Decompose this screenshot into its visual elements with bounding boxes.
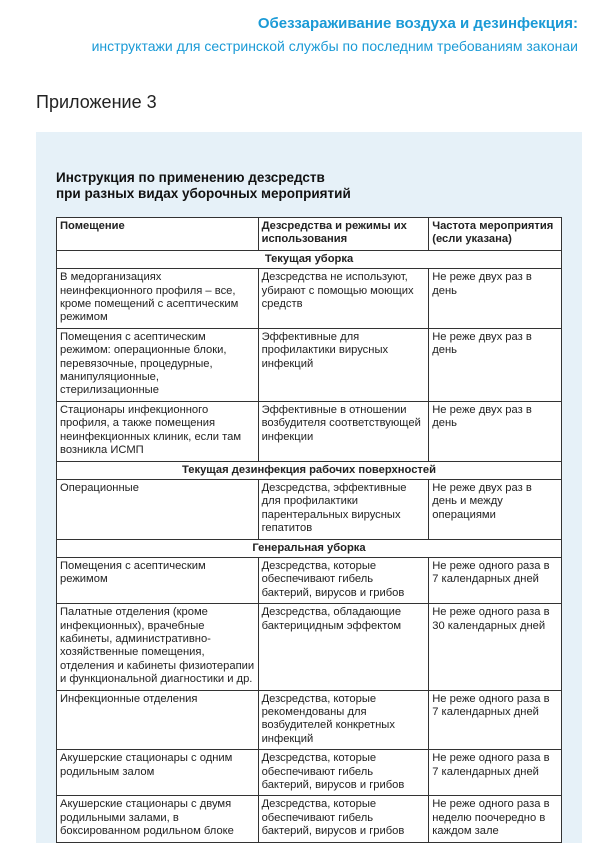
cell-agent: Дезсредства, которые обеспечивают гибель бактерий, вирусов и грибов xyxy=(258,557,429,603)
section-title: Текущая дезинфекция рабочих поверхностей xyxy=(57,461,562,479)
cell-frequency: Не реже одного раза в 7 календарных дней xyxy=(429,750,562,796)
table-row xyxy=(57,401,562,461)
cell-agent: Дезсредства, которые обеспечивают гибель бактерий, вирусов и грибов xyxy=(258,796,429,842)
cell-room: В медорганизациях неинфекционного профиля – все, кроме помещений с асептическим режимом xyxy=(57,269,259,329)
section-row xyxy=(57,461,562,479)
cell-room: Помещения с асептическим режимом xyxy=(57,557,259,603)
table-row xyxy=(57,269,562,329)
header-room: Помещение xyxy=(57,218,259,251)
panel-title-line2: при разных видах уборочных мероприятий xyxy=(56,186,351,201)
cell-agent: Дезсредства, обладающие бактерицидным эффектом xyxy=(258,604,429,690)
section-row xyxy=(57,539,562,557)
cell-frequency: Не реже двух раз в день и между операциями xyxy=(429,479,562,539)
cell-agent: Дезсредства, эффективные для профилактики парентеральных вирусных гепатитов xyxy=(258,479,429,539)
cell-room: Инфекционные отделения xyxy=(57,690,259,750)
cell-agent: Дезсредства не используют, убирают с помощью моющих средств xyxy=(258,269,429,329)
cell-frequency: Не реже двух раз в день xyxy=(429,328,562,401)
header-subtitle: инструктажи для сестринской службы по последним требованиям законаи xyxy=(91,38,578,54)
table-row xyxy=(57,750,562,796)
table-row xyxy=(57,604,562,690)
header-agent: Дезсредства и режимы их использования xyxy=(258,218,429,251)
table-row xyxy=(57,479,562,539)
header-title: Обеззараживание воздуха и дезинфекция: xyxy=(257,15,578,32)
section-title: Генеральная уборка xyxy=(57,539,562,557)
table-row xyxy=(57,690,562,750)
disinfection-table xyxy=(56,217,562,843)
cell-agent: Дезсредства, которые обеспечивают гибель бактерий, вирусов и грибов xyxy=(258,750,429,796)
cell-frequency: Не реже одного раза в неделю поочередно в каждом зале xyxy=(429,796,562,842)
panel-title-line1: Инструкция по применению дезсредств xyxy=(56,170,325,185)
cell-frequency: Не реже одного раза в 30 календарных дней xyxy=(429,604,562,690)
cell-room: Акушерские стационары с одним родильным залом xyxy=(57,750,259,796)
cell-room: Стационары инфекционного профиля, а также помещения неинфекционных клиник, если там возникла ИСМП xyxy=(57,401,259,461)
table-row xyxy=(57,796,562,842)
table-header-row xyxy=(57,218,562,251)
cell-frequency: Не реже двух раз в день xyxy=(429,401,562,461)
page-header xyxy=(92,14,578,56)
cell-frequency: Не реже двух раз в день xyxy=(429,269,562,329)
cell-room: Помещения с асептическим режимом: операционные блоки, перевязочные, процедурные, манипуляционные, стерилизационные xyxy=(57,328,259,401)
table-row xyxy=(57,328,562,401)
section-row xyxy=(57,250,562,268)
instruction-panel xyxy=(36,132,582,843)
cell-agent: Эффективные в отношении возбудителя соответствующей инфекции xyxy=(258,401,429,461)
section-title: Текущая уборка xyxy=(57,250,562,268)
panel-title xyxy=(56,170,351,202)
header-frequency: Частота мероприятия (если указана) xyxy=(429,218,562,251)
appendix-label: Приложение 3 xyxy=(36,92,157,112)
cell-room: Палатные отделения (кроме инфекционных), врачебные кабинеты, административно-хозяйственные помещения, отделения и кабинеты физиотерапии и функциональной диагностики и др. xyxy=(57,604,259,690)
cell-frequency: Не реже одного раза в 7 календарных дней xyxy=(429,557,562,603)
cell-room: Операционные xyxy=(57,479,259,539)
cell-agent: Дезсредства, которые рекомендованы для возбудителей конкретных инфекций xyxy=(258,690,429,750)
cell-room: Акушерские стационары с двумя родильными залами, в боксированном родильном блоке xyxy=(57,796,259,842)
cell-agent: Эффективные для профилактики вирусных инфекций xyxy=(258,328,429,401)
cell-frequency: Не реже одного раза в 7 календарных дней xyxy=(429,690,562,750)
page-bottom-margin xyxy=(0,843,606,867)
table-row xyxy=(57,557,562,603)
